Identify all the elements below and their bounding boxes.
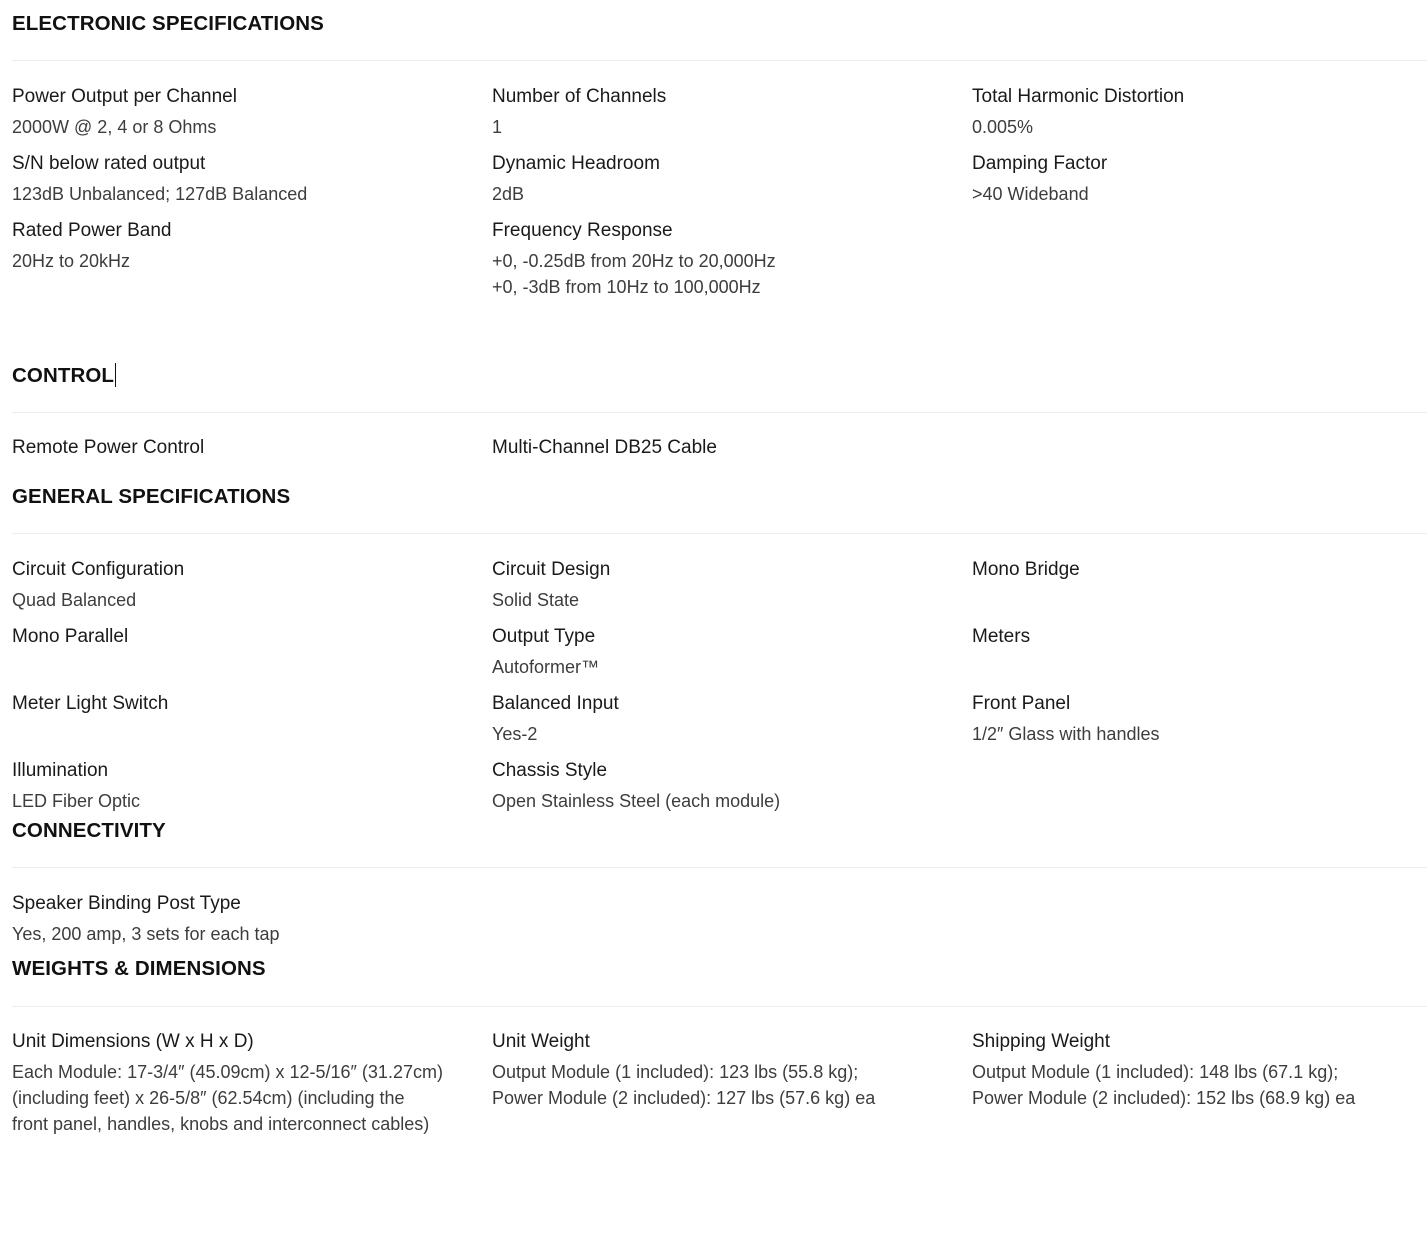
spec-value (492, 788, 972, 814)
section-control (12, 363, 1427, 463)
spec-label: Speaker Binding Post Type (12, 893, 241, 914)
spec-value-line: >40 Wideband (972, 184, 1089, 204)
section-title: CONNECTIVITY (12, 819, 166, 842)
spec-value-line: 1 (492, 117, 503, 137)
spec-grid (12, 557, 1427, 825)
spec-value-line: Autoformer™ (492, 657, 600, 677)
section-general-specifications (12, 485, 1427, 825)
section-divider (12, 1006, 1427, 1007)
spec-item (12, 84, 492, 151)
spec-value (972, 181, 1427, 207)
spec-value-line: Quad Balanced (12, 590, 137, 610)
spec-item (12, 758, 492, 825)
spec-label: Meters (972, 626, 1031, 647)
spec-value (972, 114, 1427, 140)
spec-label: Multi-Channel DB25 Cable (492, 437, 717, 458)
spec-value-line: Output Module (1 included): 148 lbs (67.1 kg); (972, 1062, 1339, 1082)
spec-value (12, 788, 492, 814)
spec-item (12, 557, 492, 624)
spec-value-line: 2dB (492, 184, 525, 204)
spec-value-line: Solid State (492, 590, 580, 610)
spec-value-line: Power Module (2 included): 127 lbs (57.6 kg) ea (492, 1088, 876, 1108)
spec-value (12, 1059, 492, 1137)
section-title: GENERAL SPECIFICATIONS (12, 485, 291, 508)
spec-item (12, 624, 492, 691)
spec-label: Power Output per Channel (12, 86, 237, 107)
spec-item (12, 891, 492, 958)
spec-grid (12, 891, 1427, 958)
spec-item (492, 435, 972, 463)
spec-value-line: Yes, 200 amp, 3 sets for each tap (12, 924, 280, 944)
spec-item (492, 151, 972, 218)
spec-label: S/N below rated output (12, 153, 206, 174)
spec-label: Front Panel (972, 693, 1071, 714)
section-connectivity (12, 819, 1427, 958)
spec-value-line: 0.005% (972, 117, 1034, 137)
section-divider (12, 533, 1427, 534)
spec-label: Mono Parallel (12, 626, 129, 647)
spec-value (12, 114, 492, 140)
spec-item (972, 557, 1427, 624)
section-divider (12, 412, 1427, 413)
spec-value (972, 721, 1427, 747)
spec-label: Mono Bridge (972, 559, 1080, 580)
spec-label: Dynamic Headroom (492, 153, 660, 174)
spec-label: Circuit Configuration (12, 559, 185, 580)
spec-value-line: Output Module (1 included): 123 lbs (55.8 kg); (492, 1062, 859, 1082)
spec-item (972, 691, 1427, 758)
spec-value-line: Open Stainless Steel (each module) (492, 791, 781, 811)
spec-item (972, 624, 1427, 691)
spec-label: Chassis Style (492, 760, 608, 781)
spec-label: Total Harmonic Distortion (972, 86, 1185, 107)
text-cursor (115, 363, 116, 387)
spec-value-line: (including feet) x 26-5/8″ (62.54cm) (including the (12, 1088, 405, 1108)
spec-label: Illumination (12, 760, 109, 781)
spec-grid (12, 84, 1427, 311)
spec-value (492, 1059, 972, 1111)
spec-value-line: Power Module (2 included): 152 lbs (68.9 kg) ea (972, 1088, 1356, 1108)
section-divider (12, 867, 1427, 868)
section-title-text: CONTROL (12, 364, 115, 387)
spec-label: Number of Channels (492, 86, 667, 107)
spec-value (12, 248, 492, 274)
spec-item (12, 1029, 492, 1137)
spec-value-line: 123dB Unbalanced; 127dB Balanced (12, 184, 308, 204)
spec-label: Circuit Design (492, 559, 611, 580)
spec-value-line: 2000W @ 2, 4 or 8 Ohms (12, 117, 217, 137)
spec-value-line: front panel, handles, knobs and interconnect cables) (12, 1114, 430, 1134)
spec-item (972, 84, 1427, 151)
spec-item (492, 691, 972, 758)
spec-item (12, 435, 492, 463)
spec-value (492, 248, 972, 300)
spec-item (492, 624, 972, 691)
spec-value-line: 20Hz to 20kHz (12, 251, 131, 271)
spec-value (492, 181, 972, 207)
spec-value (12, 921, 492, 947)
spec-item (492, 557, 972, 624)
spec-value-line: +0, -0.25dB from 20Hz to 20,000Hz (492, 251, 776, 271)
spec-label: Output Type (492, 626, 596, 647)
spec-value-line: LED Fiber Optic (12, 791, 141, 811)
spec-item (972, 151, 1427, 218)
spec-label: Balanced Input (492, 693, 619, 714)
section-title (12, 363, 1427, 387)
spec-value (972, 1059, 1427, 1111)
spec-label: Unit Weight (492, 1031, 590, 1052)
spec-value (12, 587, 492, 613)
spec-value (492, 721, 972, 747)
spec-value (492, 587, 972, 613)
spec-item (492, 84, 972, 151)
spec-grid (12, 1029, 1427, 1137)
spec-label: Meter Light Switch (12, 693, 169, 714)
spec-item (492, 218, 972, 311)
spec-label: Shipping Weight (972, 1031, 1111, 1052)
spec-label: Damping Factor (972, 153, 1108, 174)
spec-item (12, 691, 492, 758)
spec-item (12, 151, 492, 218)
spec-value-line: 1/2″ Glass with handles (972, 724, 1160, 744)
spec-label: Remote Power Control (12, 437, 205, 458)
spec-label: Rated Power Band (12, 220, 172, 241)
section-divider (12, 60, 1427, 61)
spec-value-line: Each Module: 17-3/4″ (45.09cm) x 12-5/16″ (31.27cm) (12, 1062, 443, 1082)
spec-label: Unit Dimensions (W x H x D) (12, 1031, 254, 1052)
spec-value-line: +0, -3dB from 10Hz to 100,000Hz (492, 277, 761, 297)
spec-value-line: Yes-2 (492, 724, 538, 744)
spec-value (492, 114, 972, 140)
section-title: ELECTRONIC SPECIFICATIONS (12, 12, 324, 35)
spec-item (12, 218, 492, 285)
specifications-page (12, 0, 1427, 1137)
spec-value (12, 181, 492, 207)
section-weights-dimensions (12, 957, 1427, 1137)
spec-item (492, 1029, 972, 1137)
spec-value (492, 654, 972, 680)
spec-grid (12, 435, 1427, 463)
spec-item (492, 758, 972, 825)
section-title: WEIGHTS & DIMENSIONS (12, 957, 266, 980)
spec-item (972, 1029, 1427, 1137)
section-electronic-specifications (12, 0, 1427, 311)
spec-label: Frequency Response (492, 220, 673, 241)
